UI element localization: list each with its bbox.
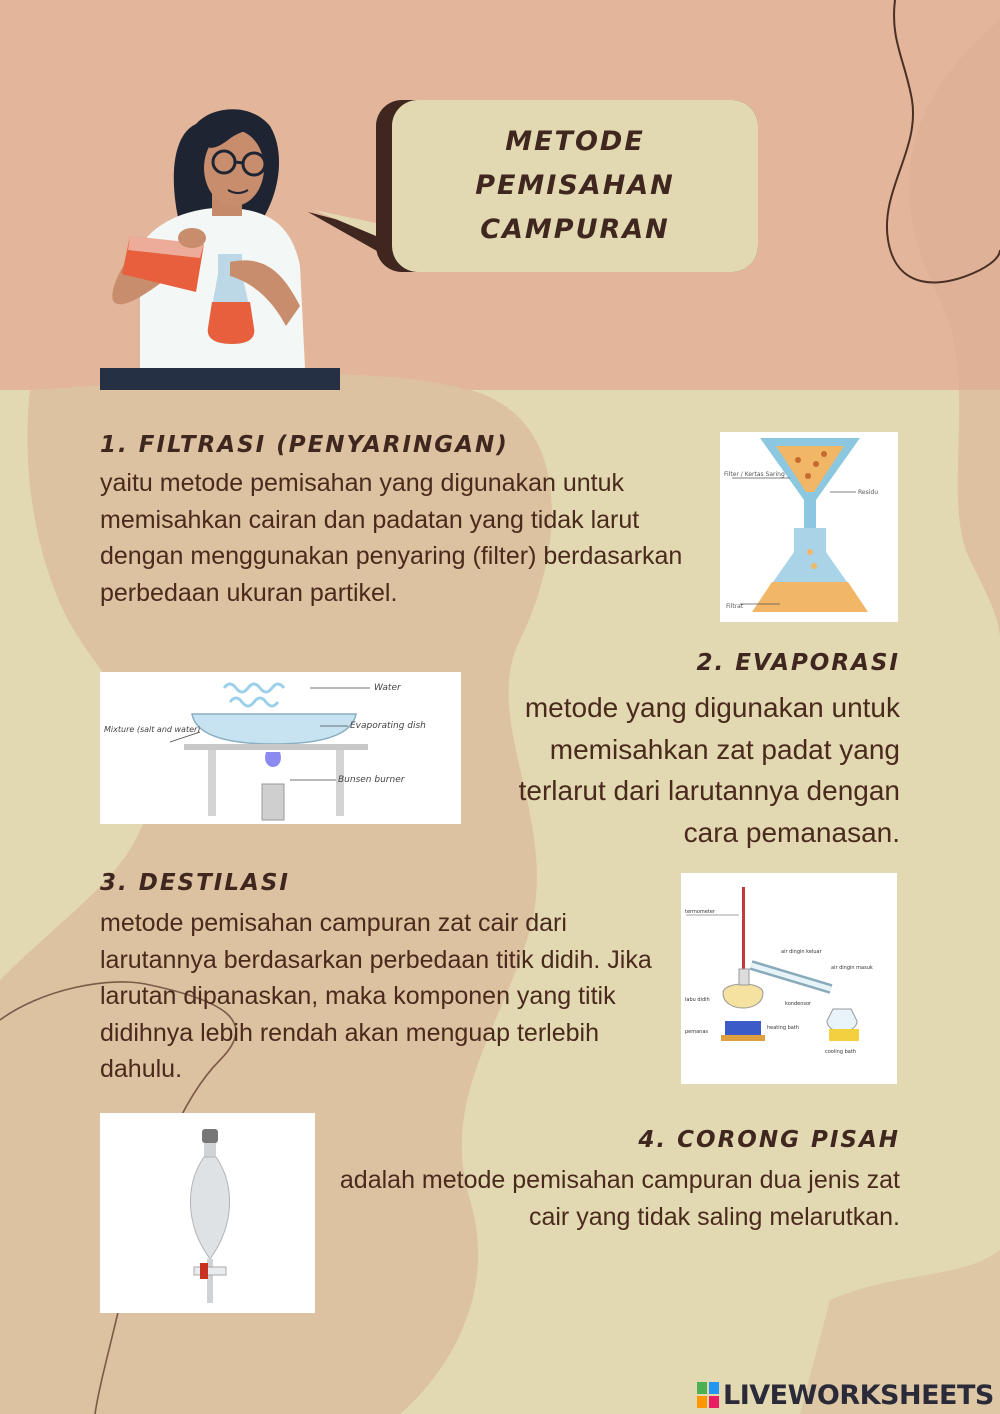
distillation-label-heating-bath: heating bath [767,1025,799,1031]
distillation-label-flask: labu didih [685,997,710,1003]
distillation-label-cooling-bath: cooling bath [825,1049,856,1055]
speech-bubble [392,100,758,272]
filtration-label-filter: Filter / Kertas Saring [724,471,785,478]
section-text-corong-pisah: adalah metode pemisahan campuran dua jenis zat cair yang tidak saling melarutkan. [339,1166,900,1231]
section-heading-evaporasi: 2. EVAPORASI [696,650,900,676]
liveworksheets-logo-icon [697,1382,719,1408]
distillation-label-water-out: air dingin keluar [781,949,822,955]
distillation-label-water-in: air dingin masuk [831,965,873,971]
filtration-label-residu: Residu [858,489,878,496]
evaporation-image [100,672,461,824]
section-heading-filtrasi: 1. FILTRASI (PENYARINGAN) [100,432,509,458]
evaporation-label-burner: Bunsen burner [338,775,405,785]
filtration-label-filtrat: Filtrat [726,603,744,610]
section-text-destilasi: metode pemisahan campuran zat cair dari larutannya berdasarkan perbedaan titik didih. Jika larutan dipanaskan, maka komponen yang titik didihnya lebih rendah akan menguap terlebih dahulu. [100,909,652,1083]
page-title: METODE PEMISAHAN CAMPURAN [475,126,675,245]
section-text-evaporasi: metode yang digunakan untuk memisahkan zat padat yang terlarut dari larutannya dengan cara pemanasan. [518,692,900,848]
evaporation-label-dish: Evaporating dish [350,721,426,731]
liveworksheets-brand [697,1380,994,1410]
distillation-image [681,873,897,1084]
separatory-funnel-image [100,1113,315,1313]
section-heading-destilasi: 3. DESTILASI [100,870,290,896]
distillation-label-condenser: kondensor [785,1001,812,1007]
section-text-filtrasi: yaitu metode pemisahan yang digunakan untuk memisahkan cairan dan padatan yang tidak larut dengan menggunakan penyaring (filter) berdasarkan perbedaan ukuran partikel. [100,469,683,607]
section-heading-corong-pisah: 4. CORONG PISAH [638,1127,900,1153]
distillation-label-thermometer: termometer [685,909,715,915]
filtration-image [720,432,898,622]
distillation-label-heater: pemanas [685,1029,709,1035]
evaporation-label-water: Water [374,683,401,693]
evaporation-label-mixture: Mixture (salt and water) [104,725,201,734]
scientist-illustration [100,96,400,390]
brand-name: LIVEWORKSHEETS [723,1379,994,1411]
